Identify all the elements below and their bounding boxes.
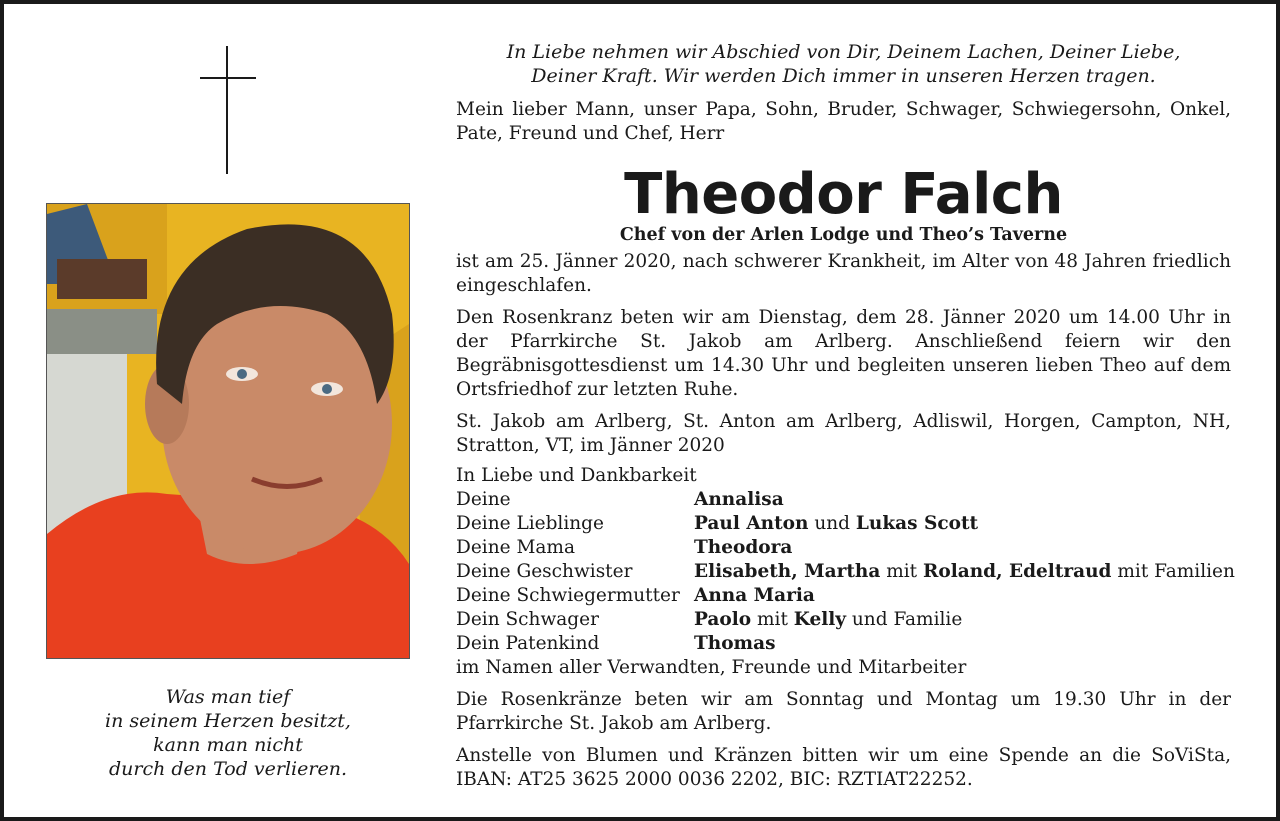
family-relation: Deine Geschwister	[456, 561, 633, 582]
portrait-photo	[46, 203, 410, 659]
family-row	[456, 560, 1235, 584]
quote-line: durch den Tod verlieren.	[109, 758, 347, 780]
family-names	[694, 608, 962, 632]
family-member-name: Anna Maria	[694, 585, 815, 606]
family-names	[694, 632, 776, 656]
family-relation: Deine Lieblinge	[456, 513, 604, 534]
family-member-name: Roland, Edeltraud	[923, 561, 1112, 582]
family-connector: mit Familien	[1111, 561, 1235, 582]
family-member-name: Annalisa	[694, 489, 784, 510]
family-member-name: Lukas Scott	[855, 513, 979, 534]
family-member-name: Elisabeth, Martha	[694, 561, 881, 582]
family-names	[694, 512, 978, 536]
intro-text: Mein lieber Mann, unser Papa, Sohn, Bruder, Schwager, Schwiegersohn, Onkel, Pate, Freund und Chef, Herr	[456, 99, 1231, 144]
family-row	[456, 632, 1231, 656]
deceased-name: Theodor Falch	[624, 162, 1063, 227]
family-member-name: Paul Anton	[694, 513, 809, 534]
family-row	[456, 584, 1231, 608]
family-row	[456, 512, 1231, 536]
family-member-name: Paolo	[694, 609, 752, 630]
family-relation: Deine Schwiegermutter	[456, 585, 680, 606]
family-relation: Deine Mama	[456, 537, 575, 558]
family-relation: Dein Patenkind	[456, 633, 600, 654]
farewell-line: Deiner Kraft. Wir werden Dich immer in unseren Herzen tragen.	[531, 65, 1156, 87]
donation-notice: Anstelle von Blumen und Kränzen bitten wir um eine Spende an die SoViSta, IBAN: AT25 3625 2000 0036 2202, BIC: RZTIAT22252.	[456, 745, 1231, 790]
obituary-text	[456, 40, 1235, 792]
family-row	[456, 608, 1231, 632]
family-row	[456, 536, 1231, 560]
places-date: St. Jakob am Arlberg, St. Anton am Arlberg, Adliswil, Horgen, Campton, NH, Stratton, VT, im Jänner 2020	[456, 411, 1231, 456]
family-relation: Dein Schwager	[456, 609, 599, 630]
family-names	[694, 488, 784, 512]
family-names	[694, 536, 792, 560]
family-connector: mit	[751, 609, 794, 630]
family-footer: im Namen aller Verwandten, Freunde und Mitarbeiter	[456, 657, 967, 678]
family-connector: und	[808, 513, 856, 534]
family-relation: Deine	[456, 489, 511, 510]
memorial-quote	[46, 685, 410, 781]
family-names	[694, 560, 1235, 584]
family-heading: In Liebe und Dankbarkeit	[456, 465, 697, 486]
family-row	[456, 488, 1231, 512]
funeral-details: Den Rosenkranz beten wir am Dienstag, dem 28. Jänner 2020 um 14.00 Uhr in der Pfarrkirche St. Jakob am Arlberg. Anschließend feiern wir den Begräbnisgottesdienst um 14.30 Uhr und begleiten unseren lieben Theo auf dem Ortsfriedhof zur letzten Ruhe.	[456, 307, 1231, 400]
family-connector: mit	[880, 561, 923, 582]
family-connector: und Familie	[846, 609, 963, 630]
farewell-line: In Liebe nehmen wir Abschied von Dir, Deinem Lachen, Deiner Liebe,	[506, 41, 1181, 63]
quote-line: kann man nicht	[153, 734, 303, 756]
quote-line: in seinem Herzen besitzt,	[105, 710, 351, 732]
family-member-name: Kelly	[793, 609, 847, 630]
deceased-title: Chef von der Arlen Lodge und Theo’s Taverne	[619, 225, 1068, 245]
quote-line: Was man tief	[165, 686, 291, 708]
family-names	[694, 584, 815, 608]
farewell-quote	[456, 40, 1231, 88]
rosary-notice: Die Rosenkränze beten wir am Sonntag und Montag um 19.30 Uhr in der Pfarrkirche St. Jakob am Arlberg.	[456, 689, 1231, 734]
family-member-name: Thomas	[694, 633, 776, 654]
death-notice: ist am 25. Jänner 2020, nach schwerer Krankheit, im Alter von 48 Jahren friedlich eingeschlafen.	[456, 251, 1231, 296]
family-member-name: Theodora	[694, 537, 793, 558]
family-list	[456, 464, 1235, 680]
cross-icon	[200, 46, 256, 174]
